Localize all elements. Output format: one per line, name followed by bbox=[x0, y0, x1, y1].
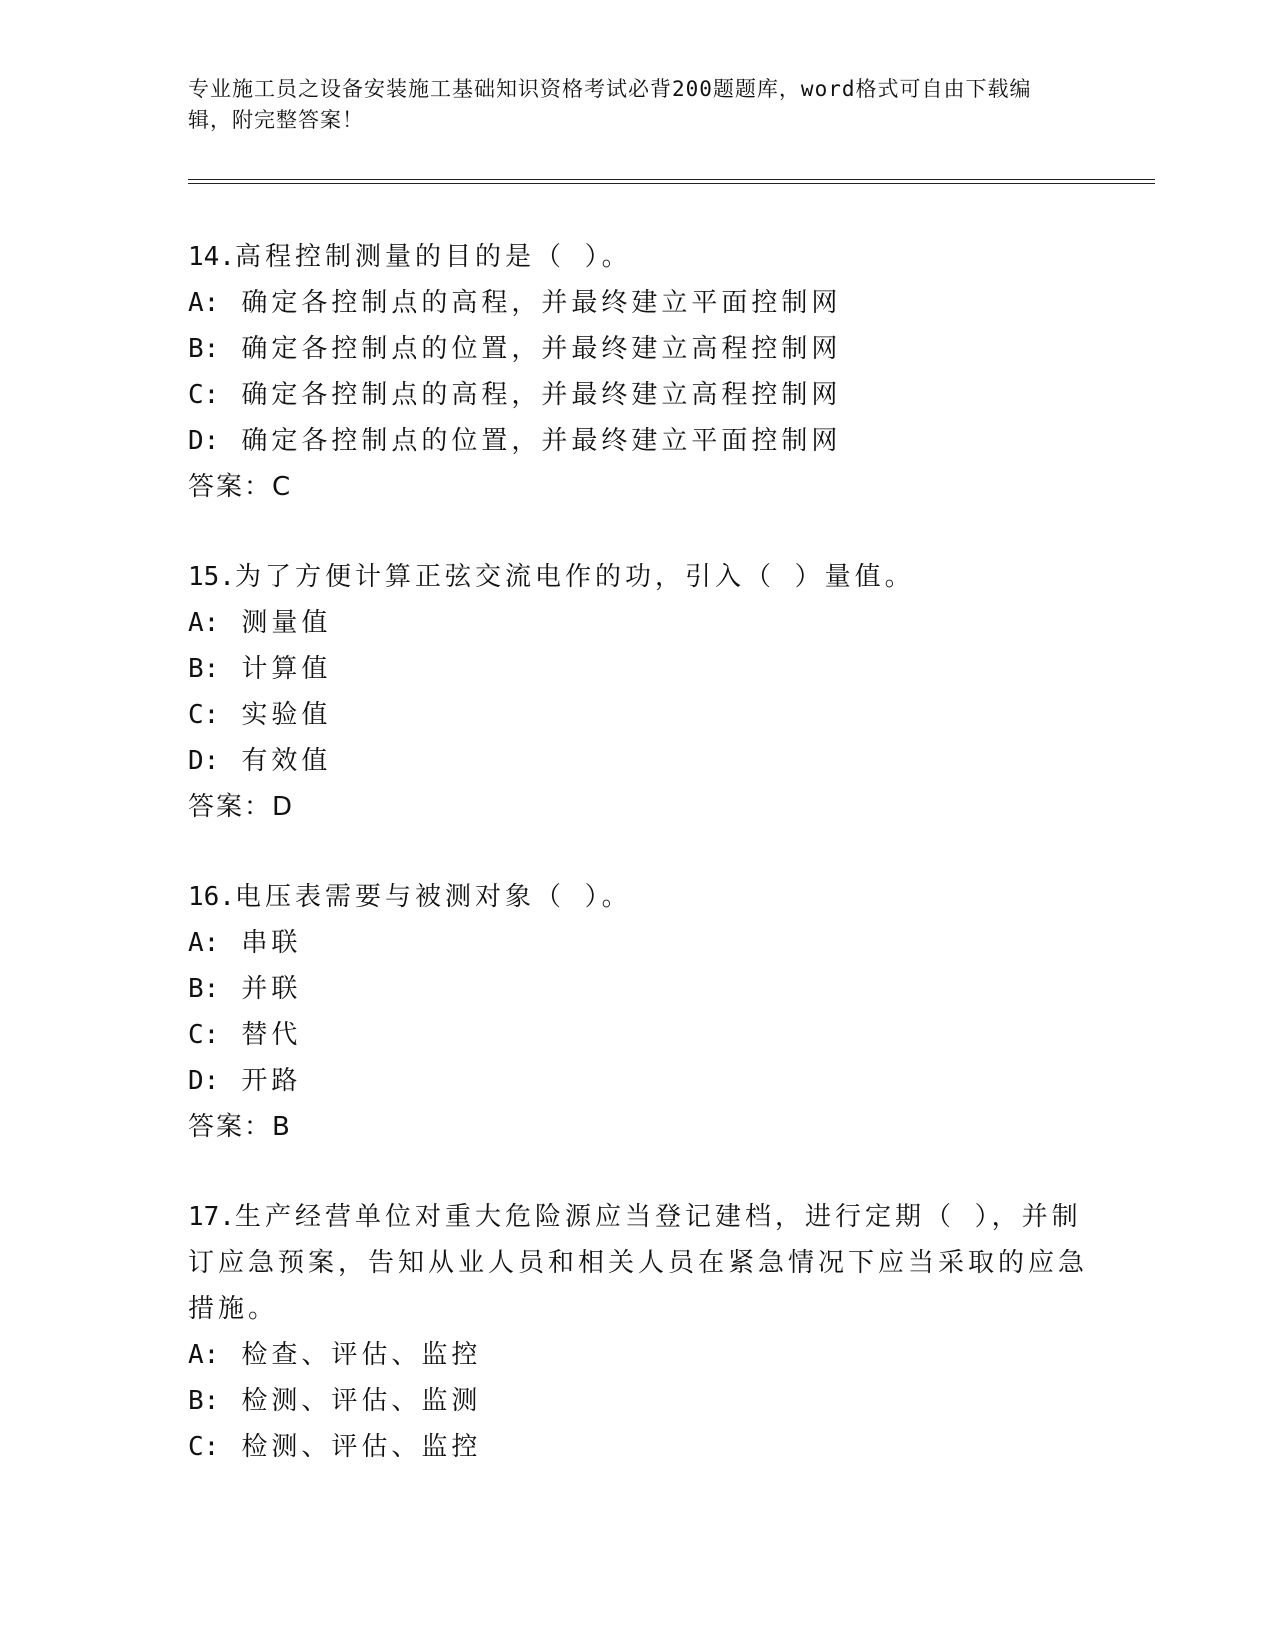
option-label: A: bbox=[188, 608, 220, 638]
question-stem bbox=[188, 554, 1088, 600]
option-text: 检查、评估、监控 bbox=[241, 1340, 482, 1370]
option-label: D: bbox=[188, 1066, 220, 1096]
question-stem bbox=[188, 1194, 1088, 1332]
question-number: 17. bbox=[188, 1202, 235, 1232]
option-c bbox=[188, 1012, 1088, 1058]
option-c bbox=[188, 372, 1088, 418]
option-label: B: bbox=[188, 334, 220, 364]
answer-line: 答案：D bbox=[188, 792, 295, 822]
question-text: 电压表需要与被测对象（ ）。 bbox=[234, 882, 632, 912]
option-label: C: bbox=[188, 1432, 220, 1462]
option-text: 确定各控制点的位置，并最终建立平面控制网 bbox=[241, 426, 842, 456]
option-text: 并联 bbox=[241, 974, 302, 1004]
question-14 bbox=[188, 234, 1088, 510]
option-label: C: bbox=[188, 380, 220, 410]
option-d bbox=[188, 738, 1088, 784]
option-b bbox=[188, 326, 1088, 372]
option-b bbox=[188, 646, 1088, 692]
option-label: A: bbox=[188, 288, 220, 318]
header-divider-top bbox=[188, 179, 1155, 180]
answer-line: 答案：B bbox=[188, 1112, 292, 1142]
option-label: B: bbox=[188, 974, 220, 1004]
option-label: C: bbox=[188, 700, 220, 730]
option-text: 串联 bbox=[241, 928, 302, 958]
question-15 bbox=[188, 554, 1088, 830]
document-header: 专业施工员之设备安装施工基础知识资格考试必背200题题库，word格式可自由下载编辑，附完整答案！ bbox=[188, 77, 1032, 132]
option-label: D: bbox=[188, 746, 220, 776]
question-number: 14. bbox=[188, 242, 235, 272]
question-text: 为了方便计算正弦交流电作的功，引入（ ）量值。 bbox=[234, 562, 915, 592]
option-a bbox=[188, 1332, 1088, 1378]
answer-line: 答案：C bbox=[188, 472, 293, 502]
question-list bbox=[188, 234, 1088, 1514]
option-text: 检测、评估、监控 bbox=[241, 1432, 482, 1462]
question-number: 15. bbox=[188, 562, 235, 592]
option-text: 检测、评估、监测 bbox=[241, 1386, 482, 1416]
option-text: 确定各控制点的高程，并最终建立高程控制网 bbox=[241, 380, 842, 410]
option-text: 实验值 bbox=[241, 700, 332, 730]
option-text: 计算值 bbox=[241, 654, 332, 684]
option-text: 有效值 bbox=[241, 746, 332, 776]
question-text: 高程控制测量的目的是（ ）。 bbox=[234, 242, 632, 272]
option-label: B: bbox=[188, 1386, 220, 1416]
option-text: 确定各控制点的高程，并最终建立平面控制网 bbox=[241, 288, 842, 318]
option-b bbox=[188, 966, 1088, 1012]
option-label: A: bbox=[188, 928, 220, 958]
option-text: 替代 bbox=[241, 1020, 302, 1050]
option-d bbox=[188, 418, 1088, 464]
option-label: B: bbox=[188, 654, 220, 684]
option-a bbox=[188, 920, 1088, 966]
option-label: C: bbox=[188, 1020, 220, 1050]
option-a bbox=[188, 280, 1088, 326]
option-label: D: bbox=[188, 426, 220, 456]
option-b bbox=[188, 1378, 1088, 1424]
option-label: A: bbox=[188, 1340, 220, 1370]
question-text: 生产经营单位对重大危险源应当登记建档，进行定期（ ），并制订应急预案，告知从业人员和相关人员在紧急情况下应当采取的应急措施。 bbox=[188, 1202, 1089, 1324]
question-17 bbox=[188, 1194, 1088, 1470]
option-text: 确定各控制点的位置，并最终建立高程控制网 bbox=[241, 334, 842, 364]
option-c bbox=[188, 1424, 1088, 1470]
option-d bbox=[188, 1058, 1088, 1104]
header-divider-bottom bbox=[188, 183, 1155, 184]
question-number: 16. bbox=[188, 882, 235, 912]
question-stem bbox=[188, 234, 1088, 280]
option-text: 开路 bbox=[241, 1066, 302, 1096]
question-stem bbox=[188, 874, 1088, 920]
option-text: 测量值 bbox=[241, 608, 332, 638]
option-a bbox=[188, 600, 1088, 646]
question-16 bbox=[188, 874, 1088, 1150]
option-c bbox=[188, 692, 1088, 738]
